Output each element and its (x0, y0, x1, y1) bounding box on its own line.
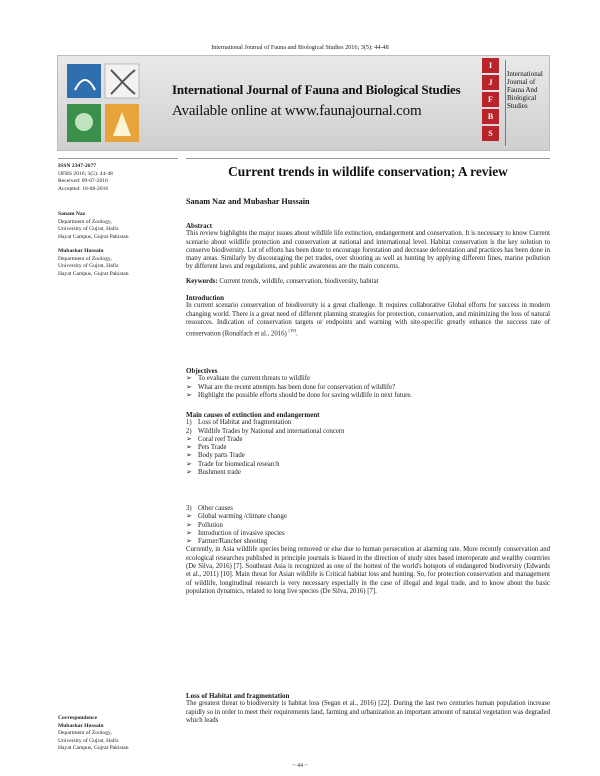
loss-heading: Loss of Habitat and fragmentation (186, 692, 290, 700)
cause-sub-item: ➢ Pets Trade (186, 444, 227, 452)
sidebar-author-1: Sanam Naz Department of Zoology, University of Gujrat, Hafiz Hayat Campus, Gujrat Pakistan (58, 211, 129, 240)
correspondence-label: Correspondence (58, 715, 98, 721)
abstract-text: This review highlights the major issues about wildlife life extinction, endangerment and conservation. It is necessary to know Current scenario about wildlife protection and conservation at national and international level. Habitat conservation is the key solution to conserve biodiversity. Lot of efforts has been done to encourage forestation and decrease deforestation and practices has been done in many areas. Similarly by discouraging the pet trades, over shooting as well as hunting by applying different fines, marine pollution by different laws and regulations, and public awareness are the main concerns. (186, 230, 550, 271)
objectives-section (186, 367, 550, 400)
cause-sub-item: ➢ Farmer/Rancher shooting (186, 538, 268, 546)
sidebar-author-2: Mubashar Hussain Department of Zoology, University of Gujrat, Hafiz Hayat Campus, Gujrat Pakistan (58, 248, 129, 277)
cause-sub-item: ➢ Global warming /climate change (186, 513, 287, 521)
cause-sub-item: ➢ Trade for biomedical research (186, 460, 280, 468)
cause-item: 1) Loss of Habitat and fragmentation (186, 419, 292, 427)
journal-logo-icon (65, 60, 165, 146)
main-rule (186, 158, 550, 159)
ijfbs-letters (482, 58, 502, 143)
side-journal-title: International Journal of Fauna And Biological Studies (507, 70, 543, 110)
author-1-name: Sanam Naz (58, 211, 86, 217)
letter-b: B (482, 109, 499, 124)
objective-item: ➢ Highlight the possible efforts should be done for saving wildlife in next future. (186, 391, 413, 399)
letter-f: F (482, 92, 499, 107)
cause-sub-item: ➢ Coral reef Trade (186, 435, 243, 443)
cause-item: 3) Other causes (186, 505, 233, 512)
letter-i: I (482, 58, 499, 73)
cause-sub-item: ➢ Body parts Trade (186, 452, 245, 460)
cause-sub-item: ➢ Pollution (186, 521, 223, 529)
cause-sub-item: ➢ Bushment trade (186, 469, 241, 477)
sidebar-meta (58, 163, 178, 193)
asia-paragraph: Currently, in Asia wildlife species being removed or else due to human persecution at alarming rate. More recently conservation and ecological researches published in principle journals is biased in the direction of study sites based interoperate and wealthy countries (De Silva, 2016) [7]. Southeast Asia is recognized as one of the hottest of the world's hotspots of endangered biodiversity (Edwards et al., 2011) [10]. Main threat for Asian wildlife is Critical habitat loss and hunting. So, for protection conservation and management of wildlife, longitudinal research is very necessary especially in the case of illegal and legal trade, and to know about the basic population dynamics, related to long live species (De Silva, 2016) [7]. (186, 546, 550, 595)
running-head: International Journal of Fauna and Biological Studies 2016; 3(5): 44-48 (211, 44, 389, 51)
objectives-heading: Objectives (186, 367, 218, 375)
author-2-name: Mubashar Hussain (58, 248, 104, 254)
ijfbs-ref: IJFBS 2016; 3(5): 44-48 (58, 170, 113, 177)
introduction-heading: Introduction (186, 294, 224, 302)
abstract-section (186, 222, 550, 286)
introduction-text: In current scenario conservation of biodiversity is a great challenge. It requires collaborative Global efforts for success in modern changing world. There is a great need of different planning strategies for protection, conservation, and minimizing the loss of natural resources. Indication of conservation targets or endpoints and warning with site-specific greatly enhance the success rate of conservation (Ronalfach et al., 2016) [19]. (186, 302, 550, 338)
loss-text: The greatest threat to biodiversity is habitat loss (Segan et al., 2016) [22]. During the last two centuries human population increase rapidly so in order to meet their requirements land, farming and urbanization an important amount of natural vegetation was degraded which leads (186, 700, 550, 724)
banner-divider (505, 60, 506, 146)
objective-item: ➢ To evaluate the current threats to wildlife (186, 375, 311, 383)
paper-authors: Sanam Naz and Mubashar Hussain (186, 197, 310, 206)
received-date: Received: 09-07-2016 (58, 178, 108, 185)
letter-s: S (482, 126, 499, 141)
journal-available: Available online at www.faunajournal.com (172, 103, 422, 119)
other-causes-section (186, 505, 550, 596)
causes-heading: Main causes of extinction and endangerment (186, 411, 320, 419)
accepted-date: Accepted: 10-08-2016 (58, 185, 109, 192)
journal-title: International Journal of Fauna and Biological Studies (172, 82, 461, 97)
abstract-heading: Abstract (186, 222, 213, 230)
loss-section (186, 692, 550, 725)
sidebar-rule (58, 158, 178, 159)
issn: ISSN 2347-2677 (58, 163, 97, 169)
causes-section (186, 411, 550, 477)
objective-item: ➢ What are the recent attempts has been done for conservation of wildlife? (186, 383, 396, 391)
sidebar-correspondence: Correspondence Mubashar Hussain Department of Zoology, University of Gujrat, Hafiz Hayat Campus, Gujrat Pakistan (58, 715, 129, 752)
correspondence-name: Mubashar Hussain (58, 722, 104, 729)
page-number: ~ 44 ~ (292, 763, 308, 769)
cause-item: 2) Wildlife Trades by National and international concern (186, 427, 345, 435)
paper-title: Current trends in wildlife conservation; A review (228, 164, 508, 179)
keywords-line: Keywords: Current trends, wildlife, conservation, biodiversity, habitat (186, 277, 379, 285)
introduction-section (186, 294, 550, 339)
cause-sub-item: ➢ Introduction of invasive species (186, 529, 285, 537)
letter-j: J (482, 75, 499, 90)
